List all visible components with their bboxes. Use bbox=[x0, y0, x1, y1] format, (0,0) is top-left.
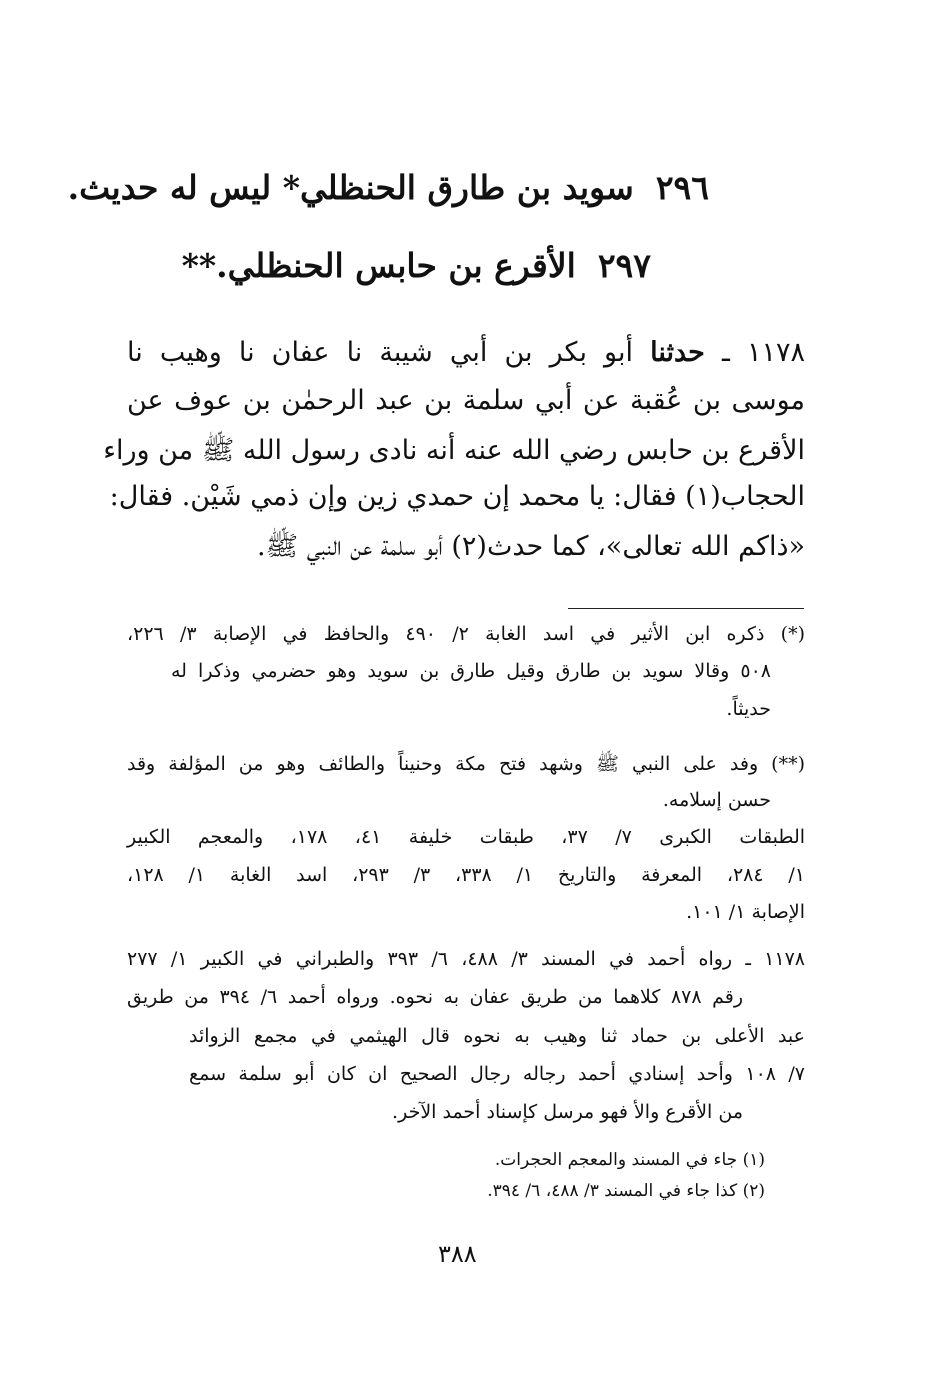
marginal-note-1: (١) جاء في المسند والمعجم الحجرات. bbox=[494, 1150, 765, 1170]
hadith-line-4: الحجاب(١) فقال: يا محمد إن حمدي زين وإن ذمي شَيْن. فقال: bbox=[109, 481, 805, 512]
heading-text: الأقرع بن حابس الحنظلي.** bbox=[181, 246, 576, 285]
hadith-line-2: موسى بن عُقبة عن أبي سلمة بن عبد الرحمٰن بن عوف عن bbox=[127, 385, 805, 416]
page-number: ٣٨٨ bbox=[438, 1240, 477, 1268]
footnote-double-star-line-3: الطبقات الكبرى ٧/ ٣٧، طبقات خليفة ٤١، ١٧٨، والمعجم الكبير bbox=[127, 826, 806, 848]
hadith-line-5: «ذاكم الله تعالى»، كما حدث(٢) أبو سلمة عن النبي ﷺ. bbox=[256, 531, 805, 562]
footnote-double-star-line-5: الإصابة ١/ ١٠١. bbox=[686, 901, 805, 923]
hadith-line-1 bbox=[127, 337, 805, 368]
footnote-double-star-line-2: حسن إسلامه. bbox=[662, 789, 771, 811]
footnote-double-star-line-1: (**) وفد على النبي ﷺ وشهد فتح مكة وحنيناً والطائف وهو من المؤلفة وقد bbox=[127, 753, 805, 775]
footnote-separator bbox=[568, 608, 804, 609]
takhrij-line-3: عبد الأعلى بن حماد ثنا وهيب به نحوه قال الهيثمي في مجمع الزوائد bbox=[189, 1025, 805, 1047]
heading-number: ٢٩٧ bbox=[597, 246, 651, 285]
takhrij-line-5: من الأقرع والأ فهو مرسل كإسناد أحمد الآخر. bbox=[392, 1101, 743, 1123]
marginal-note-2: (٢) كذا جاء في المسند ٣/ ٤٨٨، ٦/ ٣٩٤. bbox=[487, 1181, 765, 1201]
footnote-star-line-1: (*) ذكره ابن الأثير في اسد الغابة ٢/ ٤٩٠ والحافظ في الإصابة ٣/ ٢٢٦، bbox=[127, 623, 805, 645]
hadith-line-3: الأقرع بن حابس رضي الله عنه أنه نادى رسول الله ﷺ من وراء bbox=[103, 435, 805, 466]
takhrij-line-2: رقم ٨٧٨ كلاهما من طريق عفان به نحوه. ورواه أحمد ٦/ ٣٩٤ من طريق bbox=[127, 986, 744, 1008]
hadith-lead: حدثنا bbox=[650, 337, 705, 368]
heading-text: سويد بن طارق الحنظلي* ليس له حديث. bbox=[67, 168, 634, 207]
heading-297 bbox=[182, 246, 651, 285]
heading-296 bbox=[68, 168, 709, 207]
hadith-number: ١١٧٨ ـ bbox=[721, 337, 805, 368]
footnote-star-line-2: ٥٠٨ وقالا سويد بن طارق وقيل طارق بن سويد وهو حضرمي وذكرا له bbox=[171, 660, 771, 682]
takhrij-line-4: ٧/ ١٠٨ وأحد إسنادي أحمد رجاله رجال الصحيح ان كان أبو سلمة سمع bbox=[189, 1063, 805, 1085]
footnote-star-line-3: حديثاً. bbox=[726, 698, 771, 720]
footnote-double-star-line-4: ١/ ٢٨٤، المعرفة والتاريخ ١/ ٣٣٨، ٣/ ٢٩٣، اسد الغابة ١/ ١٢٨، bbox=[127, 864, 805, 886]
hadith-text: أبو بكر بن أبي شيبة نا عفان نا وهيب نا bbox=[127, 337, 634, 368]
takhrij-line-1: ١١٧٨ ـ رواه أحمد في المسند ٣/ ٤٨٨، ٦/ ٣٩٣ والطبراني في الكبير ١/ ٢٧٧ bbox=[127, 948, 805, 970]
heading-number: ٢٩٦ bbox=[655, 168, 709, 207]
